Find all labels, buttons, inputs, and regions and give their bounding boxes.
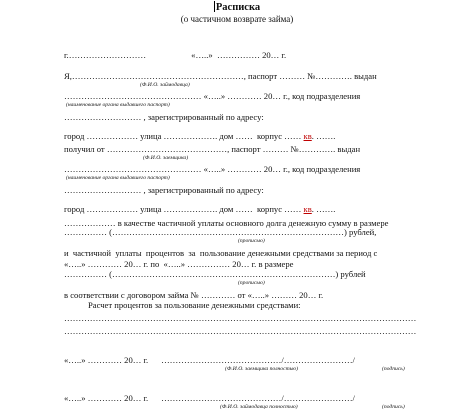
title-text: Расписка xyxy=(215,2,261,13)
lender-registered-line: ……………………… , зарегистрированный по адресу: xyxy=(64,112,264,122)
contract-reference-line: в соответствии с договором займа № ………… от «…..» ……… 20… г. xyxy=(64,290,324,300)
borrower-signature-line: «…..» ………… 20… г. ……………………………………/……………………/ xyxy=(64,355,355,365)
borrower-fullname-caption: (Ф.И.О. заемщика полностью) xyxy=(225,366,298,372)
borrower-address-line: город ……………… улица ………………. дом …… корпус …… кв. ……. xyxy=(64,204,336,214)
borrower-signature-caption: (подпись) xyxy=(382,366,405,372)
text-cursor xyxy=(214,1,215,12)
lender-issuer-caption: (наименование органа выдавшего паспорт) xyxy=(66,102,170,108)
apartment-label: кв xyxy=(303,204,312,214)
calc-blank-line-2: …………………………………………………………………………………………………………… xyxy=(64,326,417,336)
borrower-name-caption: (Ф.И.О. заемщика) xyxy=(143,155,189,161)
interest-words-caption: (прописью) xyxy=(238,280,265,286)
lender-name-caption: (Ф.И.О. займодавца) xyxy=(140,82,190,88)
apartment-label: кв xyxy=(303,131,312,141)
place-date-line: г.……………………… «…..» …………… 20… г. xyxy=(64,50,287,60)
lender-passport-line: Я,……………………………………………………, паспорт ……… №…………. выдан xyxy=(64,71,377,81)
interest-words-line: …………… (……………………………………………………………………) рублей xyxy=(64,269,366,279)
principal-words-line: …………… (………………………………………………………………………) рублей, xyxy=(64,227,377,237)
interest-calc-heading: Расчет процентов за пользование денежными средствами: xyxy=(88,300,301,310)
interest-dates-line: «…..» ………… 20… г. по «…..» …………… 20… г. в размере xyxy=(64,259,294,269)
calc-blank-line-1: …………………………………………………………………………………………………………… xyxy=(64,313,417,323)
principal-words-caption: (прописью) xyxy=(238,238,265,244)
lender-fullname-caption: (Ф.И.О. займодавца полностью) xyxy=(220,404,298,410)
borrower-issued-line: ………………………………………… «…..» ………… 20… г., код подразделения xyxy=(64,164,361,174)
document-subtitle: (о частичном возврате займа) xyxy=(180,14,294,24)
interest-period-line: и частичной уплаты процентов за пользование денежными средствами за период с xyxy=(64,248,378,258)
document-title xyxy=(0,1,474,13)
borrower-passport-line: получил от ……………………………………, паспорт ……… №…………. выдан xyxy=(64,144,361,154)
lender-issued-line: ………………………………………… «…..» ………… 20… г., код подразделения xyxy=(64,91,361,101)
lender-signature-caption: (подпись) xyxy=(382,404,405,410)
borrower-issuer-caption: (наименование органа выдавшего паспорт) xyxy=(66,175,170,181)
lender-signature-line: «…..» ………… 20… г. ……………………………………/……………………/ xyxy=(64,393,355,403)
lender-address-line: город ……………… улица ………………. дом …… корпус …… кв. ……. xyxy=(64,131,336,141)
principal-amount-line: ……………… в качестве частичной уплаты основного долга денежную сумму в размере xyxy=(64,218,389,228)
borrower-registered-line: ……………………… , зарегистрированный по адресу: xyxy=(64,185,264,195)
